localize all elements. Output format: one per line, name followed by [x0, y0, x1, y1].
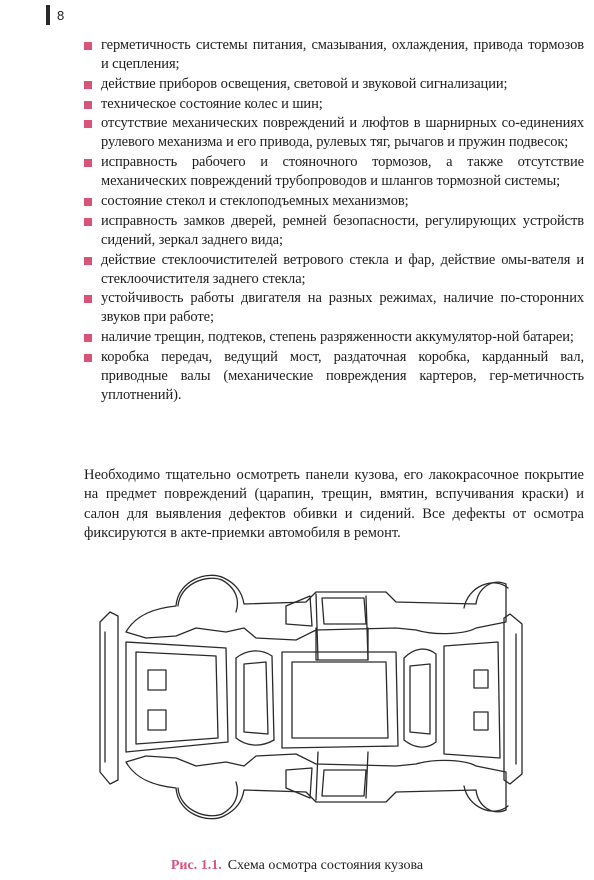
- list-item: действие приборов освещения, световой и звуковой сигнализации;: [84, 75, 584, 94]
- bullet-square-icon: [84, 198, 92, 206]
- car-body-scheme-svg: [96, 562, 532, 852]
- trunk-lid: [444, 642, 500, 758]
- rear-bumper-shape: [504, 614, 522, 784]
- figure-caption: [0, 858, 594, 874]
- car-body-inspection-diagram: [96, 562, 532, 852]
- figure-label: Рис. 1.1.: [170, 858, 222, 873]
- list-item: исправность рабочего и стояночного тормозов, а также отсутствие механических повреждений трубопроводов и шлангов тормозной системы;: [84, 153, 584, 191]
- list-item: исправность замков дверей, ремней безопасности, регулирующих устройств сидений, зеркал заднего вида;: [84, 212, 584, 250]
- inspection-checklist: [84, 36, 584, 406]
- bullet-square-icon: [84, 257, 92, 265]
- list-item: отсутствие механических повреждений и люфтов в шарнирных со-единениях рулевого механизма и его привода, рулевых тяг, рычагов и пружин подвесок;: [84, 114, 584, 152]
- list-item: действие стеклоочистителей ветрового стекла и фар, действие омы-вателя и стеклоочистителя заднего стекла;: [84, 251, 584, 289]
- figure-caption-text: Схема осмотра состояния кузова: [227, 858, 424, 873]
- list-item: устойчивость работы двигателя на разных режимах, наличие по-сторонних звуков при работе;: [84, 289, 584, 327]
- list-item: состояние стекол и стеклоподъемных механизмов;: [84, 192, 584, 211]
- bottom-front-wheel: [178, 782, 237, 816]
- top-door-panel: [316, 628, 368, 660]
- page-number-bar: [46, 5, 50, 25]
- bullet-square-icon: [84, 354, 92, 362]
- page-number: [46, 4, 64, 26]
- list-item: техническое состояние колес и шин;: [84, 95, 584, 114]
- bullet-square-icon: [84, 295, 92, 303]
- top-rear-window: [322, 598, 366, 624]
- bullet-square-icon: [84, 81, 92, 89]
- bullet-square-icon: [84, 218, 92, 226]
- list-item: герметичность системы питания, смазывания, охлаждения, привода тормозов и сцепления;: [84, 36, 584, 74]
- bullet-square-icon: [84, 120, 92, 128]
- bullet-square-icon: [84, 334, 92, 342]
- bullet-square-icon: [84, 101, 92, 109]
- page-number-text: 8: [57, 7, 65, 23]
- body-paragraph: Необходимо тщательно осмотреть панели кузова, его лакокрасочное покрытие на предмет повреждений (царапин, трещин, вмятин, вспучивания краски) и салон для выявления дефектов обивки и сидений. Все дефекты от осмотра фиксируются в акте-приемки автомобиля в ремонт.: [84, 467, 584, 541]
- bottom-rear-window: [322, 770, 366, 796]
- roof-panel: [282, 652, 398, 748]
- hood-panel: [126, 642, 228, 752]
- bullet-square-icon: [84, 42, 92, 50]
- list-item: коробка передач, ведущий мост, раздаточная коробка, карданный вал, приводные валы (механические повреждения картеров, гер-метичность уплотнений).: [84, 348, 584, 405]
- top-front-wheel: [178, 578, 237, 612]
- bullet-square-icon: [84, 159, 92, 167]
- front-bumper-shape: [100, 612, 118, 784]
- list-item: наличие трещин, подтеков, степень разряженности аккумулятор-ной батареи;: [84, 328, 584, 347]
